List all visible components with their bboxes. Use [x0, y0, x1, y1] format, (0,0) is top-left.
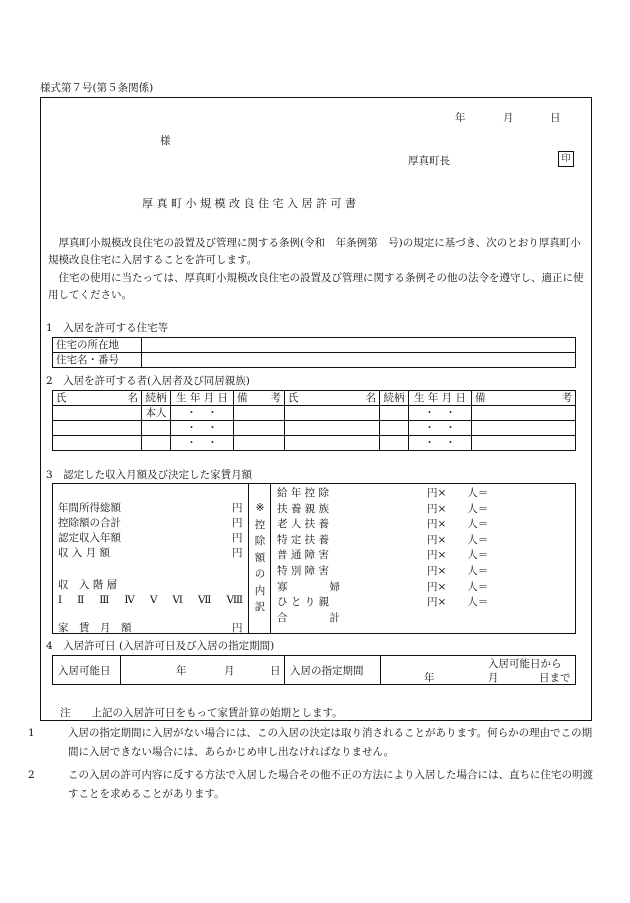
class-6: Ⅵ — [172, 594, 183, 606]
location-value — [142, 338, 576, 353]
until-year: 年 — [424, 672, 435, 684]
income-divider-1 — [248, 483, 249, 634]
deduction-vertical-label: ※ 控 除 額 の 内 訳 — [254, 502, 266, 613]
table-row: ・ ・ ・ ・ — [53, 436, 576, 451]
principal-label: 本人 — [142, 406, 171, 421]
class-4: Ⅳ — [124, 594, 135, 606]
intro-paragraph-1: 厚真町小規模改良住宅の設置及び管理に関する条例(令和 年条例第 号)の規定に基づき、次のとおり厚真町小規模改良住宅に入居することを許可します。 — [48, 237, 581, 266]
form-label: 様式第７号(第５条関係) — [40, 82, 154, 94]
seal-mark: 印 — [558, 151, 574, 167]
yen-2: 円 — [232, 517, 243, 529]
class-2: Ⅱ — [77, 594, 85, 606]
col-relation-header: 続柄 — [142, 391, 171, 406]
col-birth-header-2: 生 年 月 日 — [409, 391, 472, 406]
until-day: 日まで — [539, 672, 571, 684]
yen-5: 円 — [232, 622, 243, 634]
roman-row — [58, 594, 243, 606]
yen-1: 円 — [232, 502, 243, 514]
class-5: Ⅴ — [149, 594, 158, 606]
list-item: 特 別 障 害 円× 人＝ — [277, 564, 489, 577]
rent-monthly-label: 家 賃 月 額 — [58, 622, 132, 634]
list-item: 扶 養 親 族 円× 人＝ — [277, 502, 489, 515]
col-name-header-2: 氏 名 — [285, 391, 380, 406]
deduction-list — [277, 486, 488, 626]
list-item: 合 計 — [277, 611, 340, 624]
list-item: 特 定 扶 養 円× 人＝ — [277, 533, 489, 546]
housing-name-label: 住宅名・番号 — [53, 353, 142, 368]
list-item: 老 人 扶 養 円× 人＝ — [277, 518, 489, 531]
col-remarks-header: 備 考 — [234, 391, 285, 406]
annual-income-label: 年間所得総額 — [58, 502, 121, 514]
possible-day: 日 — [270, 665, 281, 677]
table-row: 本人 ・ ・ ・ ・ — [53, 406, 576, 421]
issuer: 厚真町長 — [408, 155, 450, 167]
class-3: Ⅲ — [99, 594, 110, 606]
housing-name-value — [142, 353, 576, 368]
class-1: Ⅰ — [58, 594, 63, 606]
class-8: Ⅷ — [226, 594, 243, 606]
income-class-label: 収 入 階 層 — [58, 579, 118, 591]
table-row: ・ ・ ・ ・ — [53, 421, 576, 436]
residents-table — [52, 390, 576, 451]
page-title: 厚 真 町 小 規 模 改 良 住 宅 入 居 許 可 書 — [142, 197, 356, 210]
section-1-heading: 1 入居を許可する住宅等 — [46, 322, 169, 334]
until-month: 月 — [488, 672, 499, 684]
date-year: 年 — [455, 112, 466, 124]
designated-period-label: 入居の指定期間 — [290, 665, 364, 677]
list-item: 普 通 障 害 円× 人＝ — [277, 549, 489, 562]
list-item: 給 年 控 除 円× 人＝ — [277, 487, 489, 499]
yen-3: 円 — [232, 532, 243, 544]
intro-paragraph-2: 住宅の使用に当たっては、厚真町小規模改良住宅の設置及び管理に関する条例その他の法令を遵守し、適正に使用してください。 — [48, 272, 584, 301]
possible-date-label: 入居可能日 — [58, 665, 111, 677]
date-month: 月 — [503, 112, 514, 124]
footnote-1: 1 入居の指定期間に入居がない場合には、この入居の決定は取り消されることがあります。何らかの理由でこの期間に入居できない場合には、あらかじめ申し出なければなりません。 — [28, 727, 593, 758]
class-7: Ⅶ — [197, 594, 212, 606]
col-name-header: 氏 名 — [53, 391, 142, 406]
yen-4: 円 — [232, 547, 243, 559]
housing-table — [52, 337, 576, 368]
possible-month: 月 — [224, 665, 235, 677]
col-relation-header-2: 続柄 — [380, 391, 409, 406]
section-3-heading: 3 認定した収入月額及び決定した家賃月額 — [46, 469, 253, 481]
addressee-sama: 様 — [160, 135, 171, 147]
footnote-2: 2 この入居の許可内容に反する方法で入居した場合その他不正の方法により入居した場合には、直ちに住宅の明渡すことを求めることがあります。 — [28, 769, 593, 800]
col-remarks-header-2: 備 考 — [472, 391, 576, 406]
deduction-total-label: 控除額の合計 — [58, 517, 121, 529]
certified-annual-label: 認定収入年額 — [58, 532, 121, 544]
date-day: 日 — [550, 112, 561, 124]
col-birth-header: 生 年 月 日 — [171, 391, 234, 406]
list-item: ひ と り 親 円× 人＝ — [277, 596, 489, 609]
from-text: 入居可能日から — [488, 658, 562, 670]
section-2-heading: 2 入居を許可する者(入居者及び同居親族) — [46, 375, 250, 387]
possible-year: 年 — [176, 665, 187, 677]
monthly-income-label: 収 入 月 額 — [58, 547, 111, 559]
location-label: 住宅の所在地 — [53, 338, 142, 353]
note-main: 注 上記の入居許可日をもって家賃計算の始期とします。 — [60, 707, 343, 719]
section-4-heading: 4 入居許可日 (入居許可日及び入居の指定期間) — [46, 640, 275, 652]
list-item: 寡 婦 円× 人＝ — [277, 580, 489, 593]
income-divider-2 — [270, 483, 271, 634]
